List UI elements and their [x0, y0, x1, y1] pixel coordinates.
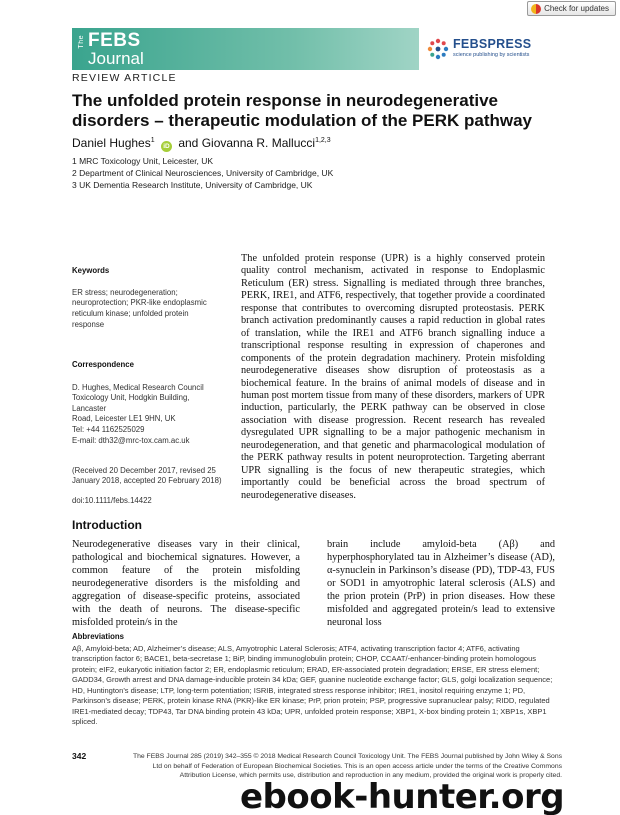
author-name: Daniel Hughes	[72, 136, 151, 150]
check-for-updates-label: Check for updates	[544, 4, 609, 13]
febs-press-dots-icon	[427, 38, 449, 60]
affiliation-item: 3 UK Dementia Research Institute, University of Cambridge, UK	[72, 180, 313, 190]
author-affiliation-ref: 1	[150, 137, 155, 144]
check-for-updates-button[interactable]	[527, 1, 616, 16]
febs-press-logo	[419, 28, 567, 70]
keywords-block	[72, 255, 222, 341]
correspondence-heading: Correspondence	[72, 360, 134, 370]
author-connector: and	[178, 136, 199, 150]
author-affiliation-ref: 1,2,3	[315, 137, 331, 144]
affiliation-item: 2 Department of Clinical Neurosciences, University of Cambridge, UK	[72, 168, 334, 178]
logo-the: The	[78, 35, 85, 49]
journal-banner	[72, 28, 567, 70]
febs-press-tagline: science publishing by scientists	[453, 52, 530, 58]
correspondence-block	[72, 350, 222, 457]
author-list	[72, 136, 331, 152]
introduction-column-right: brain include amyloid-beta (Aβ) and hyperphosphorylated tau in Alzheimer’s disease (AD), α-synuclein in Parkinson’s disease (PD), TDP-43, FUS or SOD1 in amyotrophic lateral sclerosis (ALS) and the prion protein (PrP) in prion diseases. How these misfolded and aggregated protein/s lead to extensive neuronal loss	[327, 539, 555, 628]
abbreviations-text: Aβ, Amyloid-beta; AD, Alzheimer’s disease; ALS, Amyotrophic Lateral Sclerosis; ATF4, activating transcription factor 4; ATF6, activating transcription factor 6; BACE1, beta-secretase 1; BiP, binding immunoglobulin protein; CHOP, CCAAT/-enhancer-binding protein homologous protein; eIF2, eukaryotic initiation factor 2; ER, endoplasmic reticulum; ERAD, ER-associated protein degradation; ERSE, ER stress element; GADD34, Growth arrest and DNA damage-inducible protein 34 kDa; GEF, guanine nucleotide exchange factor; GLS, golgi localization sequence; HD, Huntington’s disease; LTP, long-term potentiation; ISRIB, integrated stress response inhibitor; IRE1, inositol requiring enzyme 1; PD, Parkinson’s disease; PERK, protein kinase RNA (PKR)-like ER kinase; PrP, prion protein; PSP, progressive supranuclear palsy; RIDD, regulated IRE1-mediated decay; TDP43, Tar DNA binding protein 43 kDa; UPR, unfolded protein response; XBP1, X-box binding protein 1; XBP1s, XBP1 spliced.	[72, 643, 553, 726]
abbreviations-heading: Abbreviations	[72, 632, 124, 641]
article-title: The unfolded protein response in neurodegenerative disorders – therapeutic modulation of the PERK pathway	[72, 91, 533, 130]
introduction-heading: Introduction	[72, 518, 142, 532]
crossmark-icon	[531, 4, 541, 14]
logo-febs: FEBS	[88, 30, 141, 51]
orcid-icon[interactable]: iD	[161, 141, 172, 152]
received-dates: (Received 20 December 2017, revised 25 January 2018, accepted 20 February 2018)	[72, 465, 222, 486]
article-sidebar	[72, 255, 222, 515]
watermark: ebook-hunter.org	[240, 777, 565, 815]
affiliations	[72, 155, 333, 191]
correspondence-text: D. Hughes, Medical Research Council Toxicology Unit, Hodgkin Building, Lancaster Road, Leicester LE1 9HN, UK Tel: +44 1162525029 E-mail: dth32@mrc-tox.cam.ac.uk	[72, 382, 204, 445]
article-type: REVIEW ARTICLE	[72, 72, 177, 84]
abbreviations-block	[72, 632, 558, 728]
author-name: Giovanna R. Mallucci	[201, 136, 316, 150]
doi-link[interactable]: doi:10.1111/febs.14422	[72, 495, 152, 505]
keywords-text: ER stress; neurodegeneration; neuroprotection; PKR-like endoplasmic reticulum kinase; unfolded protein response	[72, 287, 207, 329]
introduction-column-left: Neurodegenerative diseases vary in their clinical, pathological and biochemical signatures. However, a common feature of the protein misfolding neurodegenerative disorders is the misfolding and aggregation of disease-specific proteins, associated with the death of neurons. The disease-specific misfolded protein/s in the	[72, 539, 300, 628]
abstract: The unfolded protein response (UPR) is a highly conserved protein quality control mechanism, activated in response to Endoplasmic Reticulum (ER) stress. Signalling is mediated through three branches, PERK, IRE1, and ATF6, respectively, that together provide a coordinated response that contributes to overcoming disrupted proteostasis. PERK branch activation predominantly causes a rapid reduction in global rates of translation, while the IRE1 and ATF6 branch signalling induce a transcriptional response resulting in expression of chaperones and components of the protein degradation machinery. Protein misfolding neurodegenerative diseases show disruption of proteostasis as a biochemical feature. In the brains of animal models of disease and in human post mortem tissue from many of these disorders, markers of UPR induction, particularly, the PERK pathway can be observed in close association with disease progression. Recent research has revealed dysregulated UPR signalling to be a major pathogenic mechanism in neurodegeneration, and that genetic and pharmacological modulation of the PERK pathway results in potent neuroprotection. Targeting aberrant UPR signalling is the focus of new therapeutic strategies, which importantly could be beneficial across the broad spectrum of neurodegenerative diseases.	[241, 253, 545, 501]
copyright-notice: The FEBS Journal 285 (2019) 342–355 © 2018 Medical Research Council Toxicology Unit. The FEBS Journal published by John Wiley & Sons Ltd on behalf of Federation of European Biochemical Societies. This is an open access article under the terms of the Creative Commons Attribution License, which permits use, distribution and reproduction in any medium, provided the original work is properly cited.	[132, 753, 562, 779]
logo-journal: Journal	[88, 49, 144, 68]
febs-press-name: FEBSPRESS	[453, 37, 532, 51]
page-number: 342	[72, 751, 87, 761]
affiliation-item: 1 MRC Toxicology Unit, Leicester, UK	[72, 156, 214, 166]
keywords-heading: Keywords	[72, 265, 110, 275]
